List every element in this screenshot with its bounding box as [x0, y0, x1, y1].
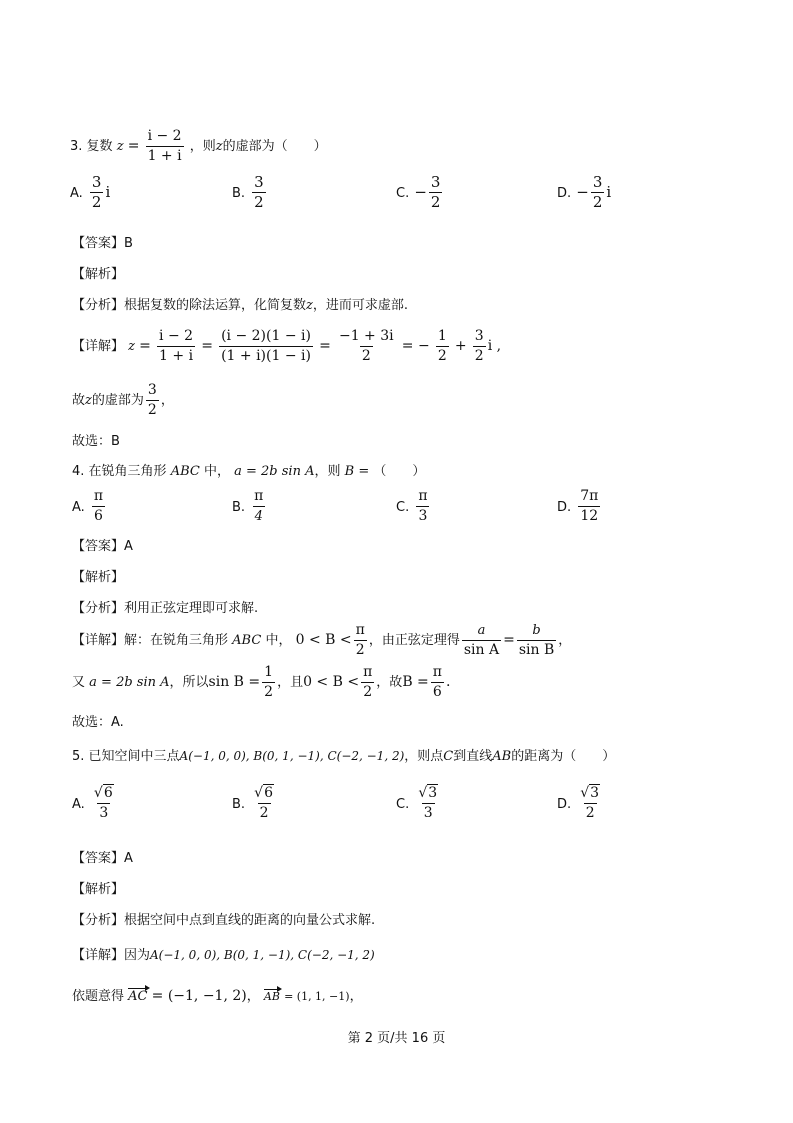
q3-stem-num: i − 2	[147, 128, 182, 144]
q3-stem-end: 的虚部为（ ）	[222, 139, 327, 154]
q4-option-d-den: 12	[580, 508, 599, 524]
q5-option-a-rad: 6	[103, 785, 113, 801]
q3-option-d-label: D.	[557, 186, 572, 201]
q4-d2-half-num: 1	[264, 664, 274, 680]
q3-jiexi: 【解析】	[72, 267, 125, 282]
q3-option-b-frac	[252, 174, 266, 211]
q4-fenxi: 【分析】利用正弦定理即可求解.	[72, 601, 259, 616]
q4-d1-ineq: 0 < B <	[295, 632, 352, 648]
q4-d2-eq: a = 2b sin A	[89, 675, 170, 690]
q3-choose: 故选：B	[72, 434, 120, 449]
q5-option-d-rad: 3	[590, 785, 600, 801]
q3-option-c-num: 3	[430, 173, 441, 191]
q4-d1-fb	[517, 622, 556, 659]
q4-d2-result	[431, 664, 444, 701]
q3-option-b-num: 3	[254, 173, 264, 191]
q5-option-d	[557, 785, 604, 822]
q3-answer: 【答案】B	[72, 236, 133, 251]
q4-stem-abc: ABC	[170, 464, 200, 479]
q3-stem-prefix: 3. 复数	[70, 139, 113, 154]
q4-option-b-label: B.	[232, 500, 246, 515]
q4-d2-ineq: 0 < B <	[303, 674, 360, 690]
q5-stem-ab: AB	[492, 749, 512, 764]
q5-option-a-frac: $\frac{√6}{3}$	[93, 785, 113, 821]
q3-conclusion	[72, 382, 174, 419]
q5-d2-ab-value: = (1, 1, −1)	[284, 990, 350, 1003]
q5-option-b-label: B.	[232, 797, 246, 812]
q3-conclusion-num: 3	[147, 382, 157, 398]
q5-d2-prefix: 依题意得	[72, 989, 125, 1004]
q3-detail-z: z	[128, 339, 136, 354]
q4-d1-abc: ABC	[232, 633, 262, 648]
q4-stem-mid: 中，	[203, 464, 230, 479]
q3-conclusion-z: z	[85, 393, 92, 408]
q5-option-a-label: A.	[72, 797, 85, 812]
q4-d2-prefix: 又	[72, 675, 86, 690]
q3-detail-f3-num: −1 + 3i	[338, 328, 394, 344]
q3-detail-f5-den: 2	[474, 348, 484, 364]
q4-d1-fa-den: sin A	[463, 642, 500, 658]
q3-eq: =	[127, 138, 140, 154]
q4-option-d-frac	[578, 488, 600, 525]
q5-stem	[72, 745, 615, 764]
q4-detail-line1: 【详解】解：在锐角三角形 ABC 中， 0 < B < $\frac{\pi}{2}$ ，由正弦定理得 $\frac{a}{\text{sin A}}$ = $\frac{b}{\text{sin B}}$ ，	[72, 622, 572, 658]
q4-option-a-frac	[92, 488, 105, 525]
q4-option-c-label: C.	[396, 500, 410, 515]
q3-option-d-tail: i	[606, 183, 612, 201]
q4-d2-half-den: 2	[264, 684, 274, 700]
q4-d1-mid: 中，	[265, 633, 292, 648]
q3-option-d-sign: −	[576, 183, 589, 201]
q5-option-b-rad: 6	[264, 785, 273, 801]
q5-stem-mid: ，则点	[404, 749, 444, 764]
q5-stem-points: A(−1, 0, 0), B(0, 1, −1), C(−2, −1, 2)	[179, 749, 405, 763]
q4-answer: 【答案】A	[72, 539, 133, 554]
q4-d2-tail: .	[445, 674, 451, 690]
q3-conclusion-tail: ，	[160, 393, 174, 408]
q4-stem-prefix: 4. 在锐角三角形	[72, 464, 167, 479]
q3-option-b-label: B.	[232, 186, 246, 201]
q3-detail-f2-den: (1 + i)(1 − i)	[221, 348, 311, 364]
q3-detail-f4-num: 1	[437, 328, 447, 344]
q4-option-d	[557, 488, 602, 525]
q4-choose: 故选：A.	[72, 715, 124, 730]
q5-option-b	[232, 785, 278, 822]
q5-d2-vector-ac: AC	[128, 989, 148, 1004]
q5-option-a-den: 3	[99, 805, 109, 821]
q3-stem-fraction	[146, 128, 184, 165]
q5-stem-mid2: 到直线	[453, 749, 493, 764]
q4-option-b-frac	[252, 488, 265, 525]
q3-option-a-den: 2	[91, 193, 102, 211]
q3-detail-f2-num: (i − 2)(1 − i)	[221, 328, 311, 344]
q5-option-d-frac: $\frac{√3}{2}$	[580, 785, 600, 821]
q3-option-a-frac	[90, 174, 104, 211]
q4-stem-eq: a = 2b sin A	[234, 464, 315, 479]
q5-jiexi: 【解析】	[72, 882, 125, 897]
q5-answer: 【答案】A	[72, 851, 133, 866]
q5-d2-tail: ，	[349, 989, 363, 1004]
q4-d2-sinb: sin B =	[208, 674, 261, 690]
q3-fenxi-tail: ，进而可求虚部.	[312, 298, 409, 313]
q3-conclusion-mid: 的虚部为	[91, 393, 144, 408]
q4-d1-tail: ，	[558, 633, 572, 648]
q3-option-a-label: A.	[70, 186, 83, 201]
q5-option-c	[396, 785, 442, 822]
q4-d2-mid: ，所以	[169, 675, 209, 690]
q3-option-d-frac	[591, 174, 605, 211]
q5-option-a	[72, 785, 118, 822]
q4-jiexi: 【解析】	[72, 570, 125, 585]
q4-stem-end: （ ）	[373, 464, 426, 479]
q4-d2-result-den: 6	[432, 684, 442, 700]
q4-d2-pi-den: 2	[363, 684, 373, 700]
q4-d2-result-num: π	[432, 664, 442, 680]
q3-option-c-den: 2	[430, 193, 441, 211]
q3-var-z: z	[116, 139, 124, 154]
q4-detail-line2	[72, 664, 450, 701]
q4-stem-suffix: ，则	[314, 464, 341, 479]
q3-option-a-num: 3	[91, 173, 102, 191]
q3-option-d-num: 3	[592, 173, 603, 191]
q4-option-d-num: 7π	[580, 488, 599, 504]
q3-detail-f5	[473, 328, 486, 365]
q4-stem-b: B =	[344, 464, 370, 479]
q3-option-c	[396, 174, 444, 211]
page-footer: 第 2 页/共 16 页	[347, 1031, 446, 1046]
q3-detail: 【详解】 z = $\frac{i - 2}{1 + i}$ = $\frac{(i - 2)(1 - i)}{(1 + i)(1 - i)}$ = $\frac{-1 + 3i}{2}$ = − $\frac{1}{2}$ + $\frac{3}{2}$ i ,	[72, 328, 502, 364]
q5-d2-ac-value: = (−1, −1, 2)	[151, 988, 247, 1004]
q5-detail-line2	[72, 985, 363, 1004]
q3-var-z2: z	[215, 139, 223, 154]
q4-option-a-den: 6	[94, 508, 103, 524]
q3-option-d	[557, 174, 611, 211]
q3-conclusion-prefix: 故	[72, 393, 86, 408]
q4-option-b-num: π	[254, 488, 264, 504]
q3-fenxi	[72, 294, 408, 313]
q4-d2-half	[262, 664, 275, 701]
q5-option-b-den: 2	[259, 805, 269, 821]
q4-option-a	[72, 488, 107, 525]
q4-stem	[72, 460, 425, 479]
q5-option-d-label: D.	[557, 797, 572, 812]
q5-option-d-den: 2	[585, 805, 595, 821]
q3-detail-f1	[157, 328, 195, 365]
q5-d2-comma: ，	[246, 989, 260, 1004]
q3-detail-f2	[219, 328, 313, 365]
q4-option-b	[232, 488, 267, 525]
q4-d2-mid3: ，故	[376, 675, 403, 690]
q4-d2-b: B =	[402, 674, 429, 690]
q4-option-d-label: D.	[557, 500, 572, 515]
q4-d1-fa-num: a	[477, 623, 486, 638]
q4-d1-prefix: 【详解】解：在锐角三角形	[72, 633, 229, 648]
q3-detail-f3	[337, 328, 396, 365]
q3-detail-tail: i ,	[487, 338, 502, 354]
q4-option-a-num: π	[93, 488, 104, 504]
q4-option-a-label: A.	[72, 500, 85, 515]
q3-detail-f4	[436, 328, 449, 365]
q4-d2-pi-num: π	[363, 664, 373, 680]
q5-fenxi: 【分析】根据空间中点到直线的距离的向量公式求解.	[72, 913, 376, 928]
q5-stem-prefix: 5. 已知空间中三点	[72, 749, 180, 764]
q4-d1-fb-den: sin B	[518, 642, 555, 658]
q5-option-c-den: 3	[423, 805, 433, 821]
q3-option-b-den: 2	[254, 193, 264, 211]
q3-option-c-label: C.	[396, 186, 410, 201]
q5-option-c-label: C.	[396, 797, 410, 812]
q3-detail-f5-num: 3	[474, 328, 484, 344]
q4-option-c-den: 3	[418, 508, 428, 524]
q5-detail-line1	[72, 944, 375, 963]
q3-conclusion-frac	[146, 382, 159, 419]
q3-stem-suffix: ，则	[189, 139, 216, 154]
q5-d2-vector-ab: AB	[263, 990, 280, 1003]
q4-d1-mid2: ，由正弦定理得	[368, 633, 460, 648]
q3-detail-f4-den: 2	[437, 348, 447, 364]
q3-fenxi-z: z	[306, 298, 313, 313]
q4-option-b-den: 4	[253, 506, 265, 525]
q5-option-b-frac: $\frac{√6}{2}$	[254, 785, 273, 821]
q3-option-d-den: 2	[592, 193, 603, 211]
q3-option-c-frac	[429, 174, 443, 211]
q3-detail-f3-den: 2	[361, 348, 371, 364]
q3-option-c-sign: −	[414, 183, 427, 201]
q3-conclusion-den: 2	[147, 402, 157, 418]
q3-stem-den: 1 + i	[147, 148, 182, 164]
q3-detail-label: 【详解】	[72, 339, 125, 354]
q3-stem	[70, 128, 327, 165]
q3-option-b	[232, 174, 268, 211]
q4-d1-pi-frac	[354, 622, 367, 659]
q4-d1-pi-den: 2	[355, 642, 365, 658]
q5-stem-end: 的距离为（ ）	[511, 749, 616, 764]
q3-detail-f1-num: i − 2	[159, 328, 194, 344]
q4-d1-pi-num: π	[355, 622, 365, 638]
q4-d1-fa	[462, 622, 501, 659]
q3-option-a	[70, 174, 110, 211]
q5-option-c-rad: 3	[428, 785, 438, 801]
q4-d2-mid2: ，且	[277, 675, 304, 690]
q3-detail-f1-den: 1 + i	[159, 348, 194, 364]
q5-stem-c: C	[443, 749, 454, 764]
q4-option-c	[396, 488, 432, 525]
q5-d1-points: A(−1, 0, 0), B(0, 1, −1), C(−2, −1, 2)	[150, 948, 375, 962]
q4-option-c-num: π	[418, 488, 428, 504]
q5-d1-prefix: 【详解】因为	[72, 948, 151, 963]
q4-d1-fb-num: b	[532, 623, 541, 638]
q3-option-a-tail: i	[105, 183, 111, 201]
q3-fenxi-text: 【分析】根据复数的除法运算，化简复数	[72, 298, 307, 313]
q4-option-c-frac	[416, 488, 429, 525]
q4-d2-pi	[361, 664, 374, 701]
q5-option-c-frac: $\frac{√3}{3}$	[418, 785, 438, 821]
